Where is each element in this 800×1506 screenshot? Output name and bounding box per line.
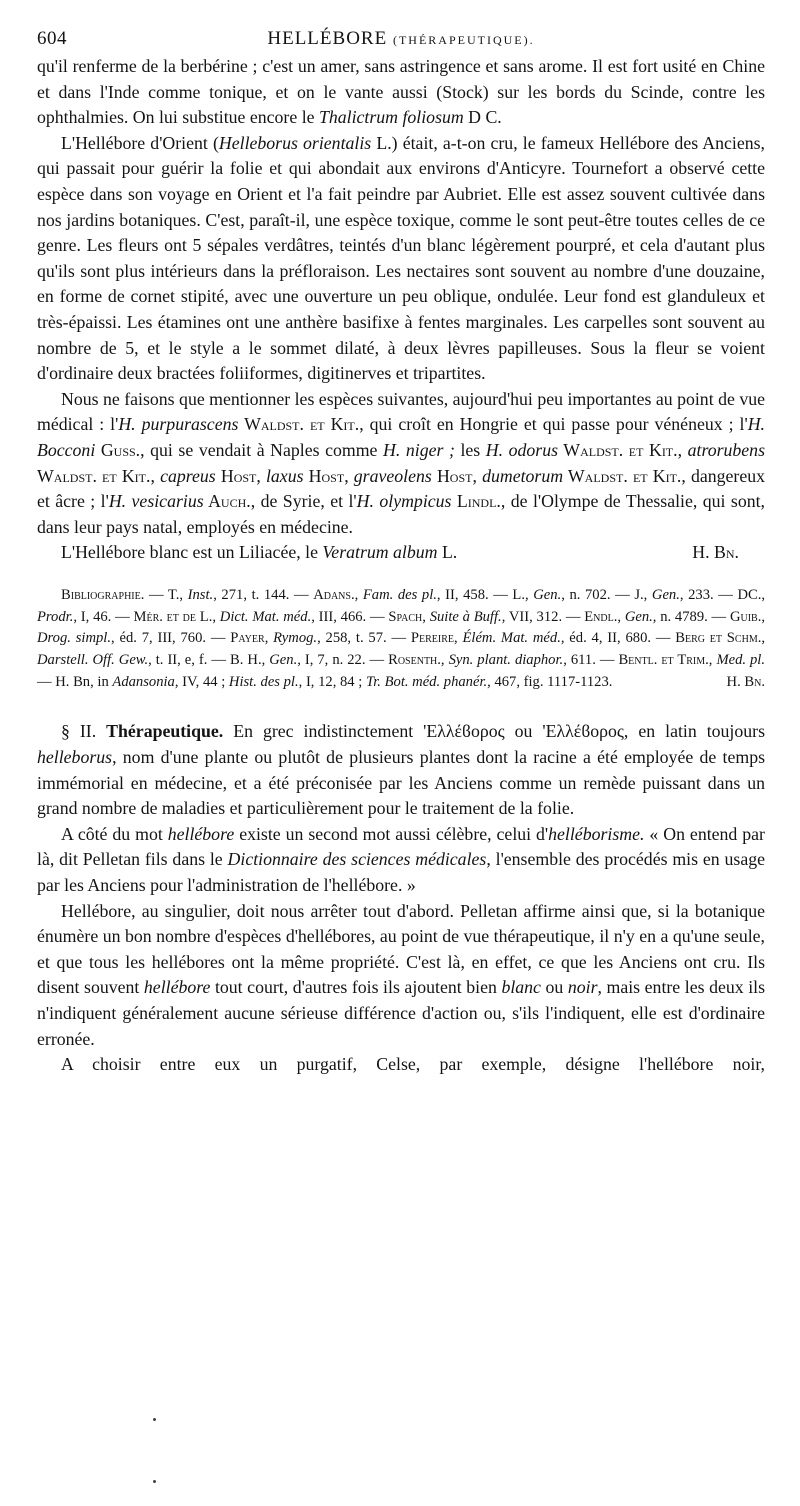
text-run: « On entend par là, dit Pelletan fils dans le	[37, 823, 765, 870]
text-run: , II, 458. — L.,	[436, 586, 534, 603]
text-run: , n. 702. — J.,	[561, 586, 652, 603]
text-run: ,	[440, 651, 449, 668]
running-header	[37, 26, 765, 54]
species-name: H. vesicarius	[108, 491, 204, 512]
text-run: ,	[354, 586, 363, 603]
text-run: , nom d'une plante ou plutôt de plusieurs plantes dont la racine a été employée de temps immémorial en médecine, et a été préconisée par les Anciens comme un remède puissant dans un grand nombre de maladies et particulièrement pour le traitement de la folie.	[37, 747, 765, 819]
species-name: H. Bocconi	[37, 414, 765, 460]
species-name: atrorubens	[687, 439, 765, 460]
text-run: ,	[472, 465, 483, 486]
work-title: Prodr.	[37, 608, 74, 625]
species-name: dumetorum	[482, 465, 564, 486]
author-name: Adans.	[313, 586, 355, 603]
work-title: Syn. plant. diaphor.	[448, 651, 564, 668]
author-name: Bentl. et Trim.	[618, 651, 709, 668]
paragraph-celse: A choisir entre eux un purgatif, Celse, par exemple, désigne l'hellébore noir,	[61, 1054, 765, 1075]
text-run: — H. Bn, in	[37, 673, 113, 690]
text-run: , éd. 4, II, 680. —	[560, 630, 676, 647]
text-run: , l'ensemble des procédés mis en usage par les Anciens pour l'administration de l'hellébore. »	[37, 849, 765, 895]
species-name: capreus	[160, 465, 216, 486]
bibliography-signature: H. Bn.	[726, 673, 765, 690]
species-name: Thalictrum foliosum	[318, 107, 464, 128]
work-title: Tr. Bot. méd. phanér.	[365, 673, 488, 690]
text-run: , n. 4789. —	[652, 608, 730, 625]
text-run: , IV, 44 ;	[174, 673, 229, 690]
term: hellébore	[143, 977, 211, 998]
species-name: Helleborus orientalis	[218, 132, 372, 153]
paragraph-singulier	[37, 899, 765, 1053]
work-title: Rymog.	[273, 630, 318, 647]
text-run: ,	[761, 608, 766, 625]
author-name: Waldst. et Kit.	[563, 465, 682, 486]
text-run: , éd. 7, III, 760. —	[111, 630, 231, 647]
text-run: ,	[422, 608, 430, 625]
text-run: , 271, t. 144. —	[213, 586, 314, 603]
text-run: ,	[150, 465, 161, 486]
work-title: Élém. Mat. méd.	[462, 630, 561, 647]
text-run: , I, 46. —	[73, 608, 134, 625]
section-mark: § II.	[61, 721, 97, 742]
author-name: Host	[431, 465, 473, 486]
paragraph-veratrum	[37, 540, 765, 566]
work-title: Gen.	[624, 608, 653, 625]
text-run: ,	[708, 651, 717, 668]
text-run: , I, 12, 84 ;	[298, 673, 366, 690]
text-run: , 611. —	[563, 651, 619, 668]
work-title: Med. pl.	[716, 651, 766, 668]
work-title: Suite à Buff.	[429, 608, 502, 625]
text-run: A côté du mot	[61, 823, 168, 844]
term: helléborisme.	[548, 823, 645, 844]
text-run: , qui se vendait à Naples comme	[140, 439, 384, 460]
author-name: Pereire	[410, 630, 454, 647]
text-run: ,	[212, 608, 220, 625]
work-title: Gen.	[269, 651, 298, 668]
species-name: H. odorus	[485, 439, 559, 460]
text-run: , de l'Olympe de Thessalie, qui sont, dans leur pays natal, employés en médecine.	[37, 491, 765, 537]
text-run: ,	[761, 630, 766, 647]
running-title	[37, 28, 765, 50]
author-name: Guib.	[729, 608, 762, 625]
text-run: — T.,	[144, 586, 188, 603]
page-number: 604	[37, 28, 67, 49]
text-run: ou	[540, 977, 568, 998]
document-page	[37, 26, 765, 1078]
text-run: ,	[617, 608, 625, 625]
text-run: L'Hellébore d'Orient (	[61, 132, 219, 153]
text-run: existe un second mot aussi célèbre, celui d'	[234, 823, 549, 844]
text-run: ,	[677, 439, 688, 460]
text-run: Hellébore, au singulier, doit nous arrêter tout d'abord. Pelletan affirme ainsi que, si la botanique énumère un bon nombre d'espèces d'hellébores, au point de vue thérapeutique, il n'y en a qu'une seule, et que tous les hellébores ont la même propriété. C'est là, en effet, ce que les Anciens ont cru. Ils disent souvent	[37, 900, 765, 998]
term: noir	[567, 977, 598, 998]
paragraph-greek-latin	[37, 719, 765, 821]
author-signature: H. Bn.	[692, 542, 739, 563]
author-name: Host	[303, 465, 345, 486]
author-name: Payer	[230, 630, 265, 647]
work-title: Dictionnaire des sciences médicales	[227, 849, 487, 870]
title-subtitle: (THÉRAPEUTIQUE).	[392, 33, 535, 47]
paragraph-species-list	[37, 387, 765, 541]
species-name: H. purpurascens	[118, 414, 239, 435]
work-title: Adansonia	[112, 673, 175, 690]
work-title: Drog. simpl.	[37, 630, 112, 647]
text-run: , mais entre les deux ils n'indiquent généralement aucune sérieuse différence d'action ou, s'ils l'indiquent, elle est d'ordinaire erronée.	[37, 977, 765, 1049]
species-name: Veratrum album	[322, 542, 438, 563]
paragraph-continuation	[37, 54, 765, 131]
work-title: Fam. des pl.	[362, 586, 437, 603]
text-run: En grec indistinctement 'Ελλέϐορος ou 'Ελλέϐορος, en latin toujours	[223, 721, 765, 742]
text-run: ,	[264, 630, 274, 647]
paragraph-helleborisme	[37, 822, 765, 899]
author-name: Rosenth.	[388, 651, 441, 668]
species-name: H. niger ;	[383, 439, 455, 460]
text-run: , de Syrie, et l'	[250, 491, 357, 512]
author-name: Mér. et de L.	[133, 608, 213, 625]
author-name: Berg et Schm.	[675, 630, 762, 647]
text-run: Nous ne faisons que mentionner les espèces suivantes, aujourd'hui peu importantes au point de vue médical : l'	[37, 388, 765, 435]
author-name: Waldst. et Kit.	[37, 465, 151, 486]
work-title: Darstell. Off. Gew.	[37, 651, 149, 668]
author-name: Host	[215, 465, 257, 486]
text-run: , III, 466. —	[311, 608, 389, 625]
text-run: L'Hellébore blanc est un Liliacée, le	[61, 542, 323, 563]
species-name: laxus	[265, 465, 304, 486]
author-name: Guss.	[95, 439, 141, 460]
species-name: H. olympicus	[356, 491, 452, 512]
text-run: L.) était, a-t-on cru, le fameux Hellébore des Anciens, qui passait pour guérir la folie et qui abondait aux environs d'Anticyre. Tournefort a observé cette espèce dans son voyage en Orient et l'a fait peindre par Aubriet. Elle est assez souvent cultivée dans nos jardins botaniques. C'est, paraît-il, une espèce toxique, comme le sont peut-être toutes celles de ce genre. Les fleurs ont 5 sépales verdâtres, teintés d'un blanc légèrement pourpré, et cela d'autant plus qu'ils sont plus intérieurs dans la préfloraison. Les nectaires sont souvent au nombre d'une douzaine, en forme de cornet stipité, avec une ouverture un peu oblique, ondulée. Leur fond est glanduleux et très-épaissi. Les étamines ont une anthère basifixe à fentes marginales. Les carpelles sont souvent au nombre de 5, et le style a le sommet dilaté, à deux lèvres papilleuses. Sous la fleur se voient d'ordinaire deux bractées foliiformes, digitinerves et tripartites.	[37, 132, 766, 384]
species-name: graveolens	[353, 465, 432, 486]
term: blanc	[501, 977, 541, 998]
latin-term: helleborus	[37, 747, 113, 767]
text-run: ,	[454, 630, 463, 647]
text-run: ,	[344, 465, 354, 486]
text-run: , VII, 312. —	[501, 608, 585, 625]
work-title: Hist. des pl.	[228, 673, 299, 690]
text-run: , 467, fig. 1117-1123.	[487, 673, 613, 690]
text-run: qu'il renferme de la berbérine ; c'est un amer, sans astringence et sans arome. Il est fort usité en Chine et dans l'Inde comme tonique, et on le vante aussi (Stock) sur les bords du Scinde, contre les ophthalmies. On lui substitue encore le	[37, 56, 765, 128]
text-run: ,	[256, 465, 266, 486]
term: hellébore	[167, 823, 235, 844]
work-title: Dict. Mat. méd.	[219, 608, 312, 625]
author-name: Auch.	[203, 491, 251, 512]
author-name: Spach	[388, 608, 423, 625]
section-heading: Thérapeutique.	[106, 721, 224, 742]
text-run: tout court, d'autres fois ils ajoutent bien	[210, 977, 502, 998]
section-therapeutique	[37, 719, 765, 1077]
work-title: Gen.	[651, 586, 680, 603]
work-title: Gen.	[533, 586, 562, 603]
text-run: les	[454, 439, 486, 460]
text-run: , 258, t. 57. —	[317, 630, 411, 647]
author-name: Waldst. et Kit.	[238, 414, 360, 435]
text-run: , t. II, e, f. — B. H.,	[148, 651, 270, 668]
text-run: D C.	[463, 107, 502, 128]
text-run: , I, 7, n. 22. —	[297, 651, 389, 668]
text-run: , dangereux et âcre ; l'	[37, 465, 766, 512]
author-name: Endl.	[584, 608, 618, 625]
bibliography-label: Bibliographie.	[61, 586, 145, 603]
title-main: HELLÉBORE	[267, 28, 388, 49]
print-speck	[153, 1480, 156, 1483]
text-run: , qui croît en Hongrie et qui passe pour vénéneux ; l'	[359, 414, 748, 435]
paragraph-orient	[37, 131, 765, 387]
text-run: , 233. — DC.,	[679, 586, 766, 603]
work-title: Inst.	[187, 586, 214, 603]
print-speck	[153, 1418, 156, 1421]
author-name: Lindl.	[451, 491, 501, 512]
text-run: L.	[437, 542, 458, 563]
author-name: Waldst. et Kit.	[558, 439, 678, 460]
